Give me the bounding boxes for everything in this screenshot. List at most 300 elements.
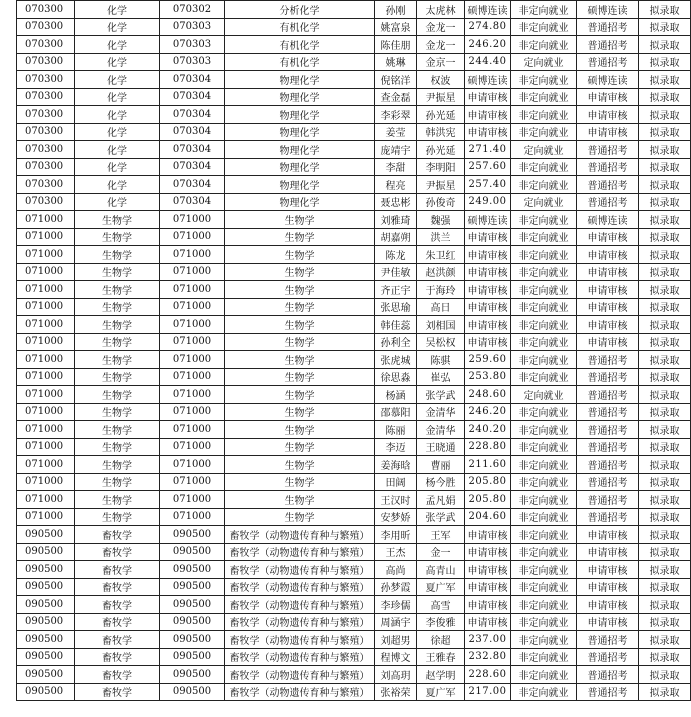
score-cell: 246.20 — [465, 36, 511, 54]
status-cell: 拟录取 — [639, 613, 691, 631]
table-row — [17, 368, 691, 386]
direction-code-cell: 071000 — [160, 211, 225, 229]
direction-code-cell: 070304 — [160, 176, 225, 194]
direction-name-cell: 生物学 — [225, 211, 375, 229]
major-name-cell: 化学 — [75, 176, 160, 194]
advisor-name-cell: 杨今胜 — [417, 473, 465, 491]
student-name-cell: 姚富泉 — [375, 18, 417, 36]
student-name-cell: 姚琳 — [375, 53, 417, 71]
exam-type-cell: 硕博连读 — [577, 1, 639, 19]
status-cell: 拟录取 — [639, 228, 691, 246]
direction-name-cell: 畜牧学（动物遗传育种与繁殖） — [225, 631, 375, 649]
direction-code-cell: 071000 — [160, 403, 225, 421]
exam-type-cell: 申请审核 — [577, 561, 639, 579]
direction-code-cell: 070304 — [160, 106, 225, 124]
admission-type-cell: 申请审核 — [465, 88, 511, 106]
table-row — [17, 228, 691, 246]
advisor-name-cell: 曹丽 — [417, 456, 465, 474]
student-name-cell: 齐正宇 — [375, 281, 417, 299]
student-name-cell: 刘高玥 — [375, 666, 417, 684]
major-code-cell: 070300 — [17, 18, 75, 36]
table-row — [17, 263, 691, 281]
table-row — [17, 176, 691, 194]
exam-type-cell: 拟录取 — [639, 631, 691, 649]
direction-name-cell: 生物学 — [225, 491, 375, 509]
employment-type-cell: 非定向就业 — [511, 123, 577, 141]
employment-type-cell: 普通招考 — [577, 176, 639, 194]
major-name-cell: 生物学 — [75, 473, 160, 491]
direction-code-cell: 071000 — [160, 473, 225, 491]
admission-type-cell: 申请审核 — [465, 578, 511, 596]
status-cell: 拟录取 — [639, 263, 691, 281]
status-cell: 拟录取 — [639, 106, 691, 124]
score-cell: 205.80 — [465, 491, 511, 509]
direction-code-cell: 070302 — [160, 1, 225, 19]
major-name-cell: 生物学 — [75, 211, 160, 229]
employment-type-cell: 普通招考 — [577, 666, 639, 684]
major-code-cell: 090500 — [17, 631, 75, 649]
admission-type-cell: 非定向就业 — [511, 351, 577, 369]
student-name-cell: 陈丽 — [375, 421, 417, 439]
major-code-cell: 071000 — [17, 298, 75, 316]
direction-name-cell: 生物学 — [225, 281, 375, 299]
employment-type-cell: 普通招考 — [577, 421, 639, 439]
status-cell: 拟录取 — [639, 246, 691, 264]
direction-name-cell: 生物学 — [225, 403, 375, 421]
admission-type-cell: 非定向就业 — [511, 648, 577, 666]
employment-type-cell: 普通招考 — [577, 508, 639, 526]
exam-type-cell: 拟录取 — [639, 53, 691, 71]
exam-type-cell: 拟录取 — [639, 141, 691, 159]
major-name-cell: 畜牧学 — [75, 596, 160, 614]
exam-type-cell: 拟录取 — [639, 456, 691, 474]
table-row — [17, 631, 691, 649]
major-code-cell: 070300 — [17, 176, 75, 194]
admission-type-cell: 申请审核 — [465, 596, 511, 614]
direction-name-cell: 物理化学 — [225, 176, 375, 194]
major-code-cell: 071000 — [17, 368, 75, 386]
employment-type-cell: 非定向就业 — [511, 298, 577, 316]
major-code-cell: 090500 — [17, 596, 75, 614]
major-code-cell: 070300 — [17, 71, 75, 89]
major-name-cell: 生物学 — [75, 298, 160, 316]
major-name-cell: 化学 — [75, 123, 160, 141]
student-name-cell: 张思瑜 — [375, 298, 417, 316]
major-name-cell: 化学 — [75, 158, 160, 176]
admission-type-cell: 申请审核 — [465, 561, 511, 579]
major-name-cell: 畜牧学 — [75, 561, 160, 579]
admission-type-cell: 非定向就业 — [511, 456, 577, 474]
admission-type-cell: 申请审核 — [465, 246, 511, 264]
exam-type-cell: 拟录取 — [639, 666, 691, 684]
major-name-cell: 化学 — [75, 193, 160, 211]
major-name-cell: 化学 — [75, 71, 160, 89]
employment-type-cell: 非定向就业 — [511, 246, 577, 264]
major-code-cell: 070300 — [17, 193, 75, 211]
employment-type-cell: 非定向就业 — [511, 263, 577, 281]
advisor-name-cell: 朱卫红 — [417, 246, 465, 264]
advisor-name-cell: 王晓通 — [417, 438, 465, 456]
exam-type-cell: 拟录取 — [639, 18, 691, 36]
employment-type-cell: 普通招考 — [577, 386, 639, 404]
direction-code-cell: 070304 — [160, 71, 225, 89]
direction-name-cell: 畜牧学（动物遗传育种与繁殖） — [225, 543, 375, 561]
admission-type-cell: 申请审核 — [465, 543, 511, 561]
score-cell: 249.00 — [465, 193, 511, 211]
advisor-name-cell: 张学武 — [417, 386, 465, 404]
admission-type-cell: 硕博连读 — [465, 1, 511, 19]
direction-code-cell: 070304 — [160, 141, 225, 159]
admission-type-cell: 非定向就业 — [511, 491, 577, 509]
advisor-name-cell: 洪兰 — [417, 228, 465, 246]
exam-type-cell: 拟录取 — [639, 403, 691, 421]
exam-type-cell: 拟录取 — [639, 508, 691, 526]
major-code-cell: 070300 — [17, 36, 75, 54]
score-cell: 228.80 — [465, 438, 511, 456]
admission-type-cell: 硕博连读 — [465, 211, 511, 229]
table-row — [17, 1, 691, 19]
advisor-name-cell: 赵洪颜 — [417, 263, 465, 281]
employment-type-cell: 非定向就业 — [511, 316, 577, 334]
direction-code-cell: 071000 — [160, 246, 225, 264]
major-name-cell: 畜牧学 — [75, 648, 160, 666]
major-name-cell: 生物学 — [75, 421, 160, 439]
employment-type-cell: 普通招考 — [577, 158, 639, 176]
admission-type-cell: 定向就业 — [511, 193, 577, 211]
advisor-name-cell: 赵学明 — [417, 666, 465, 684]
direction-code-cell: 090500 — [160, 578, 225, 596]
advisor-name-cell: 刘相国 — [417, 316, 465, 334]
admission-type-cell: 非定向就业 — [511, 18, 577, 36]
major-code-cell: 070300 — [17, 53, 75, 71]
employment-type-cell: 普通招考 — [577, 491, 639, 509]
admission-type-cell: 申请审核 — [465, 281, 511, 299]
student-name-cell: 韩佳蕊 — [375, 316, 417, 334]
advisor-name-cell: 崔弘 — [417, 368, 465, 386]
table-row — [17, 613, 691, 631]
exam-type-cell: 拟录取 — [639, 351, 691, 369]
employment-type-cell: 普通招考 — [577, 53, 639, 71]
admission-type-cell: 申请审核 — [465, 526, 511, 544]
exam-type-cell: 申请审核 — [577, 123, 639, 141]
employment-type-cell: 普通招考 — [577, 438, 639, 456]
score-cell: 240.20 — [465, 421, 511, 439]
advisor-name-cell: 夏广军 — [417, 578, 465, 596]
table-row — [17, 561, 691, 579]
admission-type-cell: 非定向就业 — [511, 158, 577, 176]
direction-code-cell: 070304 — [160, 158, 225, 176]
major-name-cell: 生物学 — [75, 508, 160, 526]
major-code-cell: 070300 — [17, 88, 75, 106]
direction-code-cell: 070304 — [160, 193, 225, 211]
direction-name-cell: 生物学 — [225, 421, 375, 439]
exam-type-cell: 申请审核 — [577, 526, 639, 544]
major-name-cell: 生物学 — [75, 368, 160, 386]
exam-type-cell: 申请审核 — [577, 246, 639, 264]
major-code-cell: 071000 — [17, 403, 75, 421]
major-code-cell: 090500 — [17, 578, 75, 596]
student-name-cell: 聂忠彬 — [375, 193, 417, 211]
student-name-cell: 陈龙 — [375, 246, 417, 264]
advisor-name-cell: 韩洪宪 — [417, 123, 465, 141]
advisor-name-cell: 孙俊奇 — [417, 193, 465, 211]
direction-name-cell: 物理化学 — [225, 158, 375, 176]
status-cell: 拟录取 — [639, 71, 691, 89]
student-name-cell: 姜莹 — [375, 123, 417, 141]
table-row — [17, 596, 691, 614]
direction-code-cell: 090500 — [160, 648, 225, 666]
table-row — [17, 158, 691, 176]
advisor-name-cell: 金京一 — [417, 53, 465, 71]
direction-name-cell: 物理化学 — [225, 193, 375, 211]
direction-name-cell: 生物学 — [225, 298, 375, 316]
status-cell: 拟录取 — [639, 123, 691, 141]
employment-type-cell: 普通招考 — [577, 456, 639, 474]
status-cell: 拟录取 — [639, 333, 691, 351]
advisor-name-cell: 尹振星 — [417, 176, 465, 194]
advisor-name-cell: 权波 — [417, 71, 465, 89]
major-name-cell: 生物学 — [75, 456, 160, 474]
exam-type-cell: 申请审核 — [577, 333, 639, 351]
table-row — [17, 491, 691, 509]
employment-type-cell: 普通招考 — [577, 648, 639, 666]
advisor-name-cell: 吴松权 — [417, 333, 465, 351]
exam-type-cell: 拟录取 — [639, 473, 691, 491]
table-row — [17, 53, 691, 71]
table-row — [17, 386, 691, 404]
admission-type-cell: 非定向就业 — [511, 438, 577, 456]
exam-type-cell: 申请审核 — [577, 281, 639, 299]
major-code-cell: 071000 — [17, 456, 75, 474]
employment-type-cell: 非定向就业 — [511, 333, 577, 351]
major-name-cell: 畜牧学 — [75, 543, 160, 561]
major-name-cell: 畜牧学 — [75, 666, 160, 684]
major-code-cell: 090500 — [17, 543, 75, 561]
major-name-cell: 畜牧学 — [75, 526, 160, 544]
student-name-cell: 杨涵 — [375, 386, 417, 404]
direction-code-cell: 070303 — [160, 53, 225, 71]
exam-type-cell: 申请审核 — [577, 316, 639, 334]
direction-code-cell: 090500 — [160, 666, 225, 684]
direction-code-cell: 071000 — [160, 298, 225, 316]
status-cell: 拟录取 — [639, 211, 691, 229]
score-cell: 232.80 — [465, 648, 511, 666]
direction-code-cell: 090500 — [160, 561, 225, 579]
table-row — [17, 683, 691, 701]
exam-type-cell: 申请审核 — [577, 228, 639, 246]
employment-type-cell: 普通招考 — [577, 683, 639, 701]
table-row — [17, 333, 691, 351]
direction-name-cell: 畜牧学（动物遗传育种与繁殖） — [225, 526, 375, 544]
table-row — [17, 543, 691, 561]
score-cell: 211.60 — [465, 456, 511, 474]
major-name-cell: 生物学 — [75, 228, 160, 246]
major-code-cell: 090500 — [17, 666, 75, 684]
major-name-cell: 生物学 — [75, 351, 160, 369]
admission-type-cell: 非定向就业 — [511, 36, 577, 54]
major-code-cell: 070300 — [17, 141, 75, 159]
exam-type-cell: 申请审核 — [577, 88, 639, 106]
advisor-name-cell: 李俊雅 — [417, 613, 465, 631]
advisor-name-cell: 陈骐 — [417, 351, 465, 369]
direction-name-cell: 生物学 — [225, 351, 375, 369]
exam-type-cell: 申请审核 — [577, 543, 639, 561]
major-code-cell: 071000 — [17, 473, 75, 491]
advisor-name-cell: 金清华 — [417, 421, 465, 439]
table-row — [17, 141, 691, 159]
admission-type-cell: 申请审核 — [465, 263, 511, 281]
employment-type-cell: 非定向就业 — [511, 613, 577, 631]
admission-type-cell: 非定向就业 — [511, 631, 577, 649]
major-code-cell: 071000 — [17, 351, 75, 369]
direction-code-cell: 071000 — [160, 263, 225, 281]
direction-name-cell: 生物学 — [225, 368, 375, 386]
direction-name-cell: 畜牧学（动物遗传育种与繁殖） — [225, 666, 375, 684]
admission-type-cell: 申请审核 — [465, 123, 511, 141]
major-name-cell: 生物学 — [75, 333, 160, 351]
advisor-name-cell: 金一 — [417, 543, 465, 561]
admission-type-cell: 非定向就业 — [511, 508, 577, 526]
direction-code-cell: 070303 — [160, 36, 225, 54]
admission-type-cell: 非定向就业 — [511, 176, 577, 194]
student-name-cell: 查金磊 — [375, 88, 417, 106]
score-cell: 228.60 — [465, 666, 511, 684]
direction-name-cell: 生物学 — [225, 508, 375, 526]
direction-name-cell: 生物学 — [225, 316, 375, 334]
table-row — [17, 351, 691, 369]
direction-name-cell: 畜牧学（动物遗传育种与繁殖） — [225, 613, 375, 631]
direction-name-cell: 物理化学 — [225, 141, 375, 159]
major-code-cell: 071000 — [17, 438, 75, 456]
direction-name-cell: 物理化学 — [225, 123, 375, 141]
exam-type-cell: 申请审核 — [577, 578, 639, 596]
score-cell: 253.80 — [465, 368, 511, 386]
advisor-name-cell: 夏广军 — [417, 683, 465, 701]
advisor-name-cell: 张学武 — [417, 508, 465, 526]
direction-name-cell: 畜牧学（动物遗传育种与繁殖） — [225, 578, 375, 596]
direction-name-cell: 物理化学 — [225, 88, 375, 106]
employment-type-cell: 普通招考 — [577, 473, 639, 491]
major-name-cell: 畜牧学 — [75, 631, 160, 649]
exam-type-cell: 拟录取 — [639, 176, 691, 194]
score-cell: 271.40 — [465, 141, 511, 159]
major-name-cell: 生物学 — [75, 403, 160, 421]
admission-type-cell: 申请审核 — [465, 333, 511, 351]
student-name-cell: 尹佳敏 — [375, 263, 417, 281]
advisor-name-cell: 孙光延 — [417, 106, 465, 124]
admission-type-cell: 申请审核 — [465, 106, 511, 124]
admission-type-cell: 定向就业 — [511, 53, 577, 71]
major-code-cell: 071000 — [17, 211, 75, 229]
direction-code-cell: 071000 — [160, 438, 225, 456]
direction-name-cell: 畜牧学（动物遗传育种与繁殖） — [225, 561, 375, 579]
exam-type-cell: 拟录取 — [639, 386, 691, 404]
student-name-cell: 孙刚 — [375, 1, 417, 19]
table-row — [17, 71, 691, 89]
score-cell: 246.20 — [465, 403, 511, 421]
major-code-cell: 090500 — [17, 683, 75, 701]
major-code-cell: 071000 — [17, 386, 75, 404]
major-code-cell: 090500 — [17, 613, 75, 631]
student-name-cell: 张虎城 — [375, 351, 417, 369]
direction-name-cell: 生物学 — [225, 438, 375, 456]
major-code-cell: 071000 — [17, 281, 75, 299]
direction-code-cell: 090500 — [160, 526, 225, 544]
student-name-cell: 王杰 — [375, 543, 417, 561]
exam-type-cell: 拟录取 — [639, 421, 691, 439]
direction-code-cell: 090500 — [160, 596, 225, 614]
score-cell: 248.60 — [465, 386, 511, 404]
table-row — [17, 18, 691, 36]
advisor-name-cell: 王雅春 — [417, 648, 465, 666]
student-name-cell: 倪铭洋 — [375, 71, 417, 89]
direction-name-cell: 有机化学 — [225, 18, 375, 36]
table-row — [17, 421, 691, 439]
table-row — [17, 316, 691, 334]
status-cell: 拟录取 — [639, 1, 691, 19]
student-name-cell: 王汉时 — [375, 491, 417, 509]
direction-name-cell: 分析化学 — [225, 1, 375, 19]
advisor-name-cell: 徐超 — [417, 631, 465, 649]
status-cell: 拟录取 — [639, 526, 691, 544]
admission-table-body — [17, 1, 691, 701]
advisor-name-cell: 高青山 — [417, 561, 465, 579]
table-row — [17, 36, 691, 54]
status-cell: 拟录取 — [639, 316, 691, 334]
exam-type-cell: 拟录取 — [639, 491, 691, 509]
advisor-name-cell: 高雪 — [417, 596, 465, 614]
exam-type-cell: 申请审核 — [577, 106, 639, 124]
admission-type-cell: 申请审核 — [465, 228, 511, 246]
advisor-name-cell: 李明阳 — [417, 158, 465, 176]
employment-type-cell: 普通招考 — [577, 18, 639, 36]
employment-type-cell: 非定向就业 — [511, 526, 577, 544]
major-name-cell: 畜牧学 — [75, 683, 160, 701]
table-row — [17, 211, 691, 229]
status-cell: 拟录取 — [639, 298, 691, 316]
advisor-name-cell: 金龙一 — [417, 36, 465, 54]
score-cell: 259.60 — [465, 351, 511, 369]
student-name-cell: 张裕荣 — [375, 683, 417, 701]
direction-code-cell: 071000 — [160, 228, 225, 246]
advisor-name-cell: 太虎林 — [417, 1, 465, 19]
major-name-cell: 生物学 — [75, 386, 160, 404]
major-code-cell: 071000 — [17, 228, 75, 246]
table-row — [17, 508, 691, 526]
admission-table — [16, 0, 691, 701]
advisor-name-cell: 高日 — [417, 298, 465, 316]
employment-type-cell: 非定向就业 — [511, 596, 577, 614]
score-cell: 237.00 — [465, 631, 511, 649]
major-name-cell: 化学 — [75, 36, 160, 54]
direction-code-cell: 071000 — [160, 508, 225, 526]
table-row — [17, 193, 691, 211]
employment-type-cell: 非定向就业 — [511, 281, 577, 299]
major-code-cell: 070300 — [17, 123, 75, 141]
student-name-cell: 徐思淼 — [375, 368, 417, 386]
admission-type-cell: 非定向就业 — [511, 368, 577, 386]
status-cell: 拟录取 — [639, 561, 691, 579]
score-cell: 257.60 — [465, 158, 511, 176]
exam-type-cell: 拟录取 — [639, 158, 691, 176]
status-cell: 拟录取 — [639, 88, 691, 106]
major-name-cell: 生物学 — [75, 263, 160, 281]
major-name-cell: 生物学 — [75, 491, 160, 509]
advisor-name-cell: 魏强 — [417, 211, 465, 229]
major-code-cell: 070300 — [17, 1, 75, 19]
major-code-cell: 071000 — [17, 246, 75, 264]
exam-type-cell: 拟录取 — [639, 36, 691, 54]
